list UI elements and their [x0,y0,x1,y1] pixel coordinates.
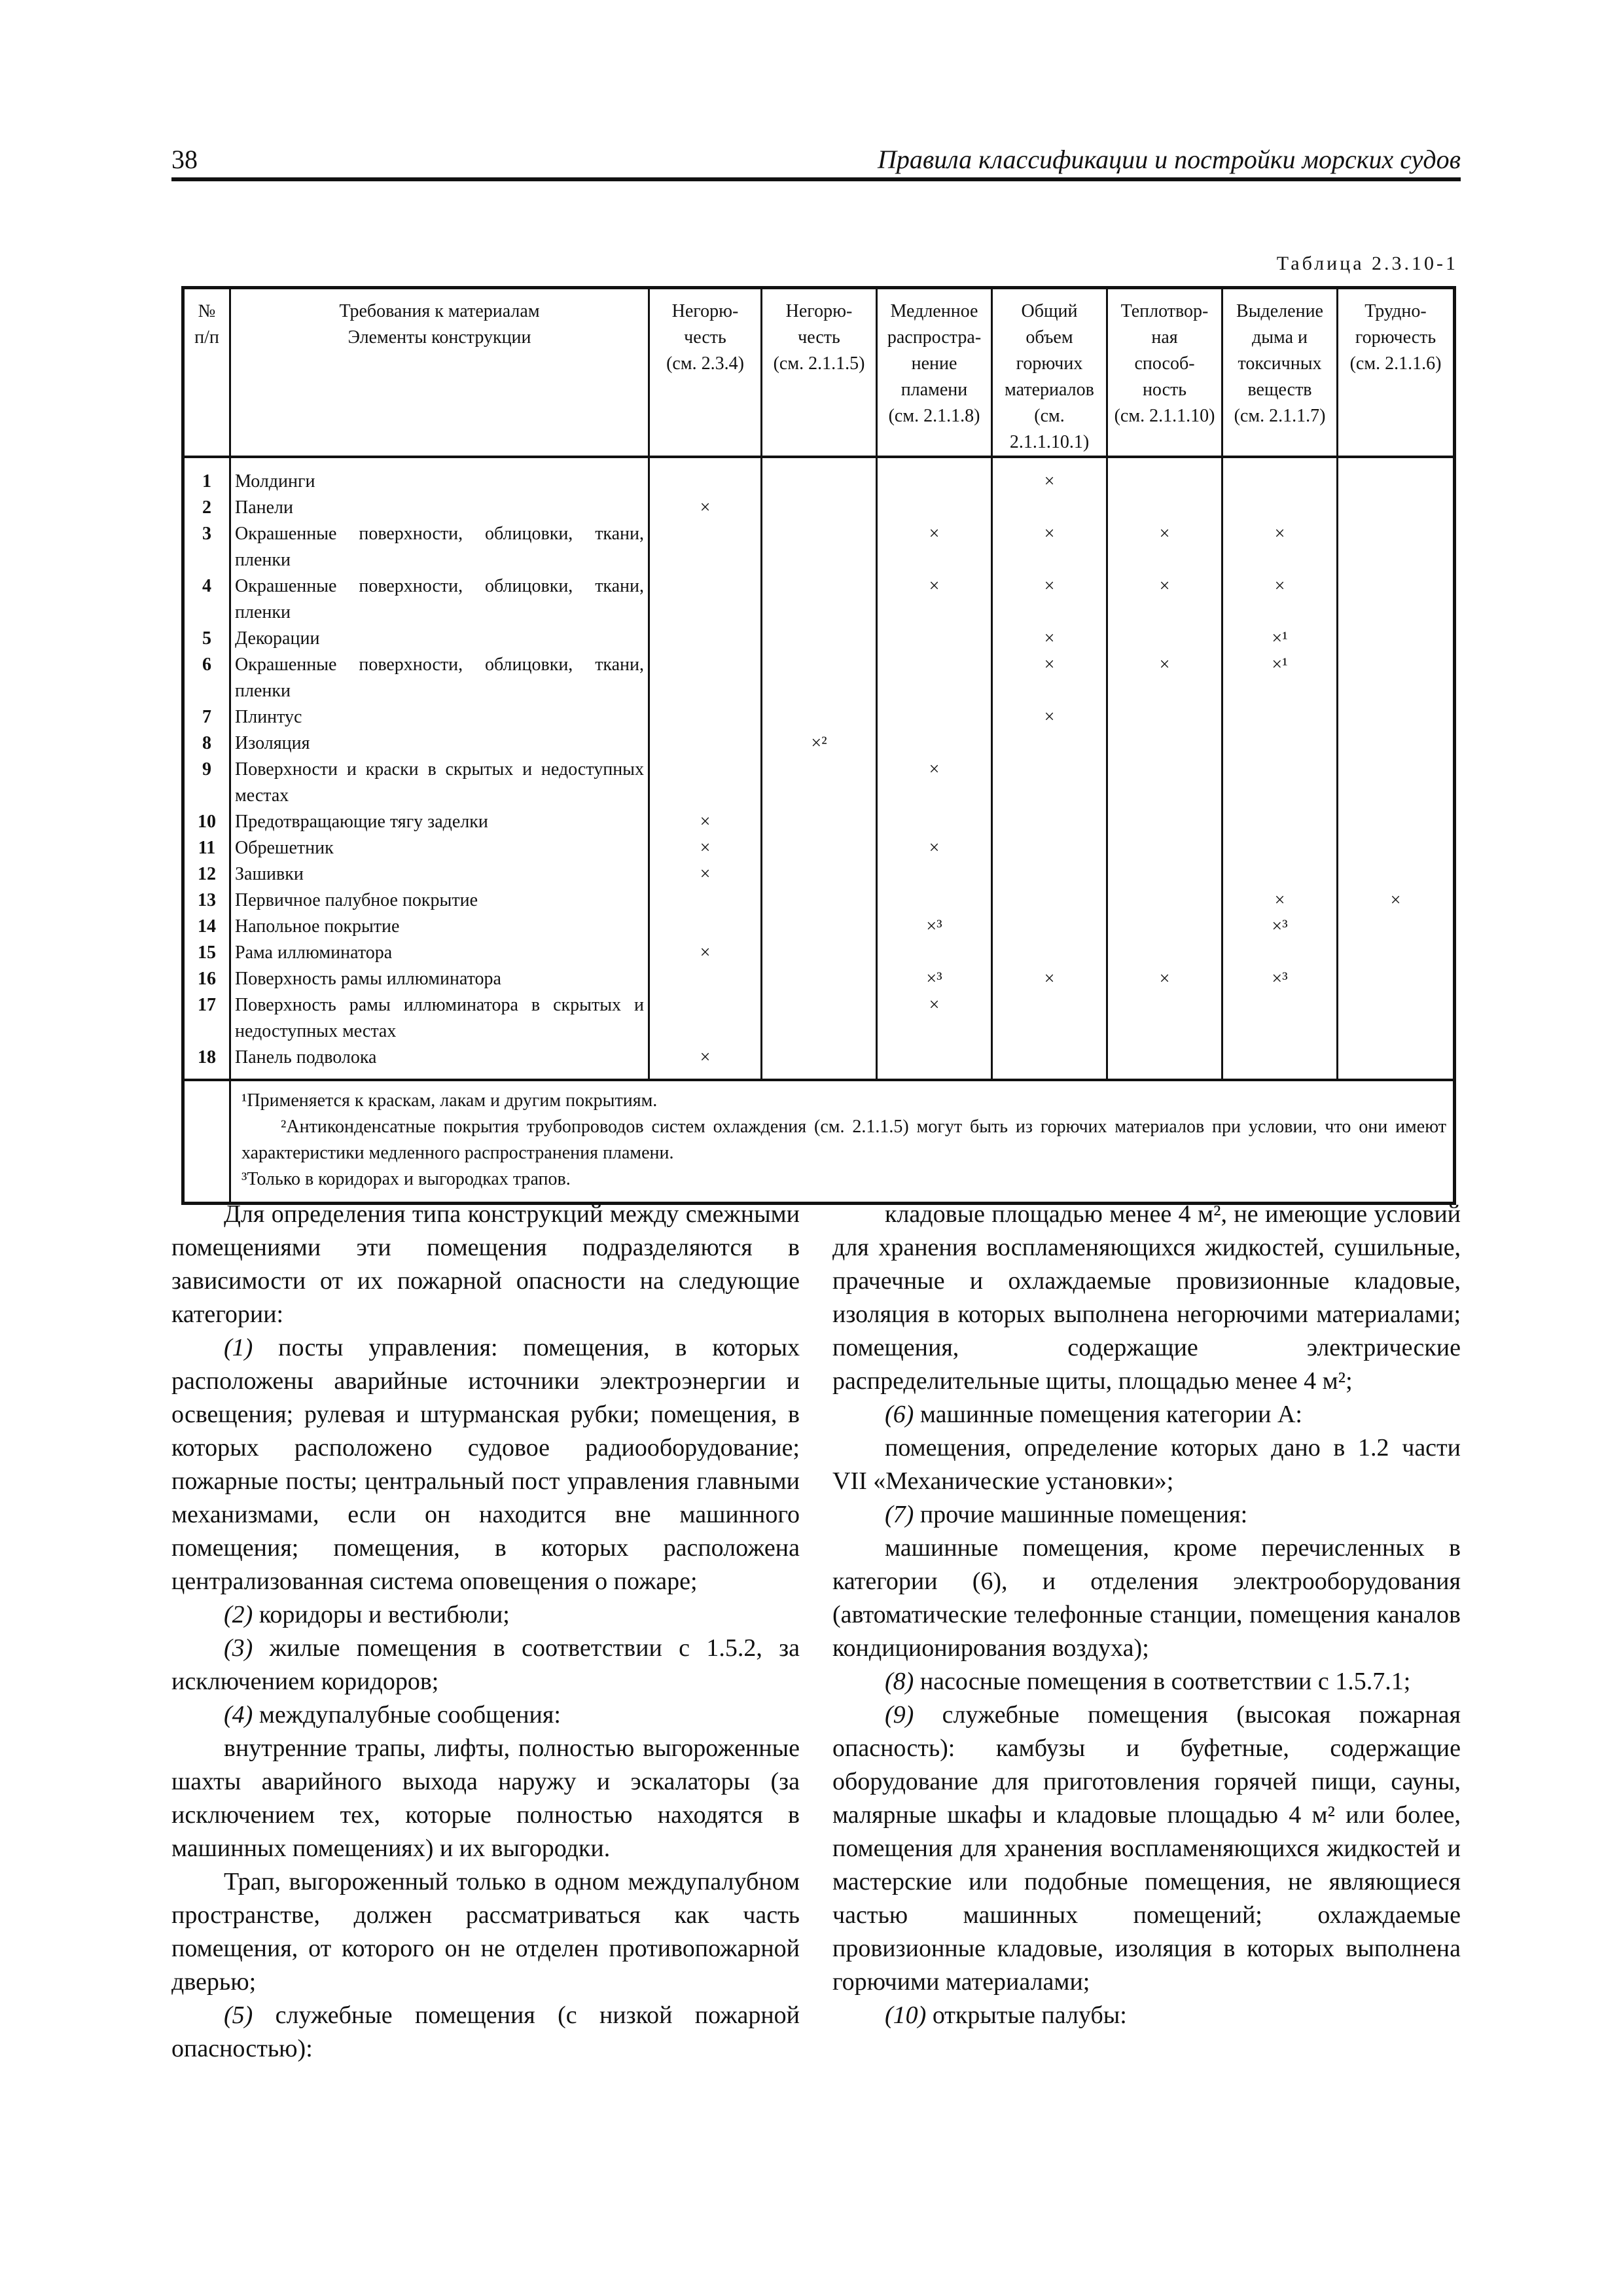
requirement-mark: × [649,1045,762,1080]
row-number: 11 [183,835,230,861]
requirement-mark [762,626,877,652]
page-number: 38 [171,145,198,174]
requirement-mark [1338,652,1455,704]
requirement-mark: × [649,861,762,888]
requirement-mark: × [992,573,1107,626]
category-number: (8) [885,1668,914,1695]
requirement-mark [1107,861,1222,888]
table-row [183,809,1455,835]
row-number: 9 [183,757,230,809]
requirement-mark: × [992,652,1107,704]
requirement-mark [1338,940,1455,966]
element-name: Плинтус [230,704,649,730]
table-footnotes [230,1080,1455,1204]
requirement-mark [992,730,1107,757]
page-header [171,141,1461,181]
paragraph [832,1198,1461,1398]
body-left-column [171,1198,800,2066]
requirement-mark: × [877,992,992,1045]
element-name: Окрашенные поверхности, облицовки, ткани, пленки [230,573,649,626]
requirement-mark: ×¹ [1222,626,1338,652]
requirement-mark [649,457,762,495]
table-body [183,457,1455,1080]
requirement-mark [877,809,992,835]
category-number: (2) [224,1601,253,1628]
requirement-mark [1107,704,1222,730]
element-name: Первичное палубное покрытие [230,888,649,914]
column-header: Негорю- честь (см. 2.3.4) [649,288,762,457]
category-number: (4) [224,1701,253,1729]
requirement-mark: × [1222,573,1338,626]
row-number: 4 [183,573,230,626]
row-number: 12 [183,861,230,888]
paragraph [832,1665,1461,1698]
requirement-mark [1338,835,1455,861]
column-header: Выделение дыма и токсичных веществ (см. 2.1.1.7) [1222,288,1338,457]
paragraph-text: открытые палубы: [926,2001,1127,2029]
table-row [183,757,1455,809]
paragraph-text: помещения, определение которых дано в 1.2 части VII «Механические установки»; [832,1434,1461,1495]
paragraph [171,1331,800,1598]
paragraph [832,1398,1461,1431]
table-row [183,992,1455,1045]
footnote-1: ¹Применяется к краскам, лакам и другим покрытиям. [241,1090,658,1111]
requirement-mark [992,940,1107,966]
requirement-mark [1222,704,1338,730]
row-number: 3 [183,521,230,573]
element-name: Молдинги [230,457,649,495]
element-name: Панели [230,495,649,521]
requirement-mark [1107,835,1222,861]
column-header: Негорю- честь (см. 2.1.1.5) [762,288,877,457]
requirement-mark: ×³ [877,966,992,992]
requirement-mark [1107,757,1222,809]
requirement-mark: × [877,573,992,626]
requirement-mark: × [877,835,992,861]
paragraph [832,1532,1461,1665]
requirement-mark [762,966,877,992]
paragraph-text: кладовые площадью менее 4 м², не имеющие условий для хранения воспламеняющихся жидкостей, сушильные, прачечные и охлаждаемые провизионные кладовые, изоляция в которых выполнена негорючими материалами; помещения, содержащие электрические распределительные щиты, площадью менее 4 м²; [832,1200,1461,1395]
requirement-mark [992,992,1107,1045]
requirement-mark [649,992,762,1045]
requirement-mark [762,1045,877,1080]
requirement-mark [762,914,877,940]
requirement-mark [992,757,1107,809]
requirement-mark [762,992,877,1045]
footnote-3: ³Только в коридорах и выгородках трапов. [241,1169,571,1189]
notes-margin [183,1080,230,1204]
requirement-mark [649,914,762,940]
requirement-mark [762,809,877,835]
paragraph-text: Трап, выгороженный только в одном междупалубном пространстве, должен рассматриваться как часть помещения, от которого он не отделен противопожарной дверью; [171,1868,800,1996]
footnote-2: ²Антиконденсатные покрытия трубопроводов систем охлаждения (см. 2.1.1.5) могут быть из горючих материалов при условии, что они имеют характеристики медленного распространения пламени. [241,1117,1446,1163]
requirement-mark [1222,809,1338,835]
requirement-mark [1107,888,1222,914]
paragraph-text: Для определения типа конструкций между смежными помещениями эти помещения подразделяются в зависимости от их пожарной опасности на следующие категории: [171,1200,800,1328]
requirement-mark [992,861,1107,888]
requirement-mark [992,495,1107,521]
column-header: Трудно- горючесть (см. 2.1.1.6) [1338,288,1455,457]
requirement-mark [762,457,877,495]
requirement-mark: × [1222,521,1338,573]
requirement-mark [762,704,877,730]
requirement-mark: ×² [762,730,877,757]
category-number: (1) [224,1334,253,1361]
paragraph [171,1865,800,1999]
requirement-mark [1107,914,1222,940]
category-number: (5) [224,2001,253,2029]
element-name: Декорации [230,626,649,652]
paragraph-text: посты управления: помещения, в которых расположены аварийные источники электроэнергии и освещения; рулевая и штурманская рубки; помещения, в которых расположено судовое радиооборудование; пожарные посты; центральный пост управления главными механизмами, если он находится вне машинного помещения; помещения, в которых расположена централизованная система оповещения о пожаре; [171,1334,800,1595]
row-number: 15 [183,940,230,966]
requirement-mark [1338,704,1455,730]
column-header: Теплотвор- ная способ- ность (см. 2.1.1.10) [1107,288,1222,457]
paragraph-text: прочие машинные помещения: [914,1501,1248,1528]
paragraph-text: машинные помещения, кроме перечисленных в категории (6), и отделения электрооборудования (автоматические телефонные станции, помещения каналов кондиционирования воздуха); [832,1534,1461,1662]
requirement-mark [1222,495,1338,521]
column-header: № п/п [183,288,230,457]
paragraph [171,1198,800,1331]
requirement-mark [762,940,877,966]
requirement-mark [649,888,762,914]
table-row [183,730,1455,757]
requirement-mark [992,914,1107,940]
requirement-mark: × [649,940,762,966]
requirement-mark [649,757,762,809]
requirement-mark: × [877,757,992,809]
requirement-mark [992,835,1107,861]
paragraph [171,1632,800,1698]
row-number: 16 [183,966,230,992]
element-name: Панель подволока [230,1045,649,1080]
requirement-mark: × [1107,521,1222,573]
table-row [183,888,1455,914]
requirement-mark [877,652,992,704]
requirement-mark [1338,966,1455,992]
paragraph-text: междупалубные сообщения: [253,1701,561,1729]
row-number: 18 [183,1045,230,1080]
requirement-mark [762,835,877,861]
paragraph [171,1598,800,1632]
table-row [183,521,1455,573]
paragraph-text: служебные помещения (с низкой пожарной опасностью): [171,2001,800,2062]
requirement-mark [1338,457,1455,495]
column-header: Требования к материалам Элементы конструкции [230,288,649,457]
table-header [183,288,1455,457]
requirement-mark: × [649,835,762,861]
category-number: (6) [885,1401,914,1428]
requirement-mark [1222,940,1338,966]
requirement-mark [1222,861,1338,888]
requirement-mark: × [1107,652,1222,704]
element-name: Поверхности и краски в скрытых и недоступных местах [230,757,649,809]
requirement-mark [877,457,992,495]
row-number: 14 [183,914,230,940]
requirement-mark: ×¹ [1222,652,1338,704]
requirement-mark [1338,914,1455,940]
requirement-mark: × [1338,888,1455,914]
table-row [183,861,1455,888]
requirement-mark [1338,992,1455,1045]
requirement-mark: × [992,457,1107,495]
element-name: Окрашенные поверхности, облицовки, ткани, пленки [230,652,649,704]
requirement-mark: × [992,966,1107,992]
requirement-mark [649,652,762,704]
paragraph [171,1698,800,1732]
header-rule [171,177,1461,181]
table-row [183,652,1455,704]
paragraph-text: коридоры и вестибюли; [253,1601,510,1628]
paragraph-text: машинные помещения категории А: [914,1401,1302,1428]
requirement-mark [1338,521,1455,573]
requirement-mark [1107,940,1222,966]
requirement-mark [877,704,992,730]
requirement-mark [649,966,762,992]
requirement-mark [762,573,877,626]
table-row [183,573,1455,626]
requirement-mark [1222,457,1338,495]
requirement-mark [1338,1045,1455,1080]
table-row [183,966,1455,992]
table-row [183,704,1455,730]
requirement-mark [762,521,877,573]
requirement-mark [992,809,1107,835]
requirement-mark [877,861,992,888]
paragraph-text: служебные помещения (высокая пожарная опасность): камбузы и буфетные, содержащие оборудование для приготовления горячей пищи, сауны, малярные шкафы и кладовые площадью 4 м² или более, помещения для хранения воспламеняющихся жидкостей и мастерские или подобные помещения, не являющиеся частью машинных помещений; охлаждаемые провизионные кладовые, изоляция в которых выполнена горючими материалами; [832,1701,1461,1996]
row-number: 10 [183,809,230,835]
requirement-mark [649,573,762,626]
requirement-mark [1222,1045,1338,1080]
requirement-mark [762,495,877,521]
requirement-mark [1107,626,1222,652]
requirement-mark [762,757,877,809]
requirement-mark [649,704,762,730]
element-name: Зашивки [230,861,649,888]
row-number: 5 [183,626,230,652]
paragraph [832,1431,1461,1498]
requirement-mark [1107,495,1222,521]
row-number: 6 [183,652,230,704]
category-number: (10) [885,2001,927,2029]
table-row [183,835,1455,861]
element-name: Обрешетник [230,835,649,861]
requirement-mark: ×³ [877,914,992,940]
requirement-mark [877,495,992,521]
requirement-mark: × [649,809,762,835]
requirement-mark [1107,809,1222,835]
requirement-mark [1107,730,1222,757]
paragraph [832,1498,1461,1532]
requirement-mark [1338,861,1455,888]
element-name: Окрашенные поверхности, облицовки, ткани, пленки [230,521,649,573]
requirement-mark: × [1107,573,1222,626]
requirement-mark [1338,809,1455,835]
requirement-mark: × [1107,966,1222,992]
requirement-mark [1338,495,1455,521]
requirement-mark [1222,835,1338,861]
row-number: 13 [183,888,230,914]
requirement-mark [1338,573,1455,626]
requirement-mark [1222,757,1338,809]
requirement-mark [1338,730,1455,757]
requirement-mark: × [1222,888,1338,914]
requirement-mark: × [992,704,1107,730]
running-title: Правила классификации и постройки морских судов [877,145,1461,174]
requirement-mark [877,888,992,914]
requirement-mark [762,888,877,914]
requirement-mark: × [992,626,1107,652]
requirement-mark [649,521,762,573]
requirement-mark [762,652,877,704]
requirement-mark [649,730,762,757]
column-header: Общий объем горючих материалов (см. 2.1.1.10.1) [992,288,1107,457]
requirement-mark [877,730,992,757]
requirement-mark [992,888,1107,914]
element-name: Предотвращающие тягу заделки [230,809,649,835]
table-row [183,1045,1455,1080]
requirement-mark [1107,457,1222,495]
table-row [183,914,1455,940]
paragraph [832,1999,1461,2032]
column-header: Медленное распростра- нение пламени (см. 2.1.1.8) [877,288,992,457]
paragraph-text: жилые помещения в соответствии с 1.5.2, за исключением коридоров; [171,1634,800,1695]
row-number: 7 [183,704,230,730]
requirement-mark [877,940,992,966]
requirement-mark: ×³ [1222,914,1338,940]
paragraph [171,1999,800,2066]
category-number: (7) [885,1501,914,1528]
category-number: (9) [885,1701,914,1729]
requirement-mark [649,626,762,652]
paragraph-text: насосные помещения в соответствии с 1.5.7.1; [914,1668,1411,1695]
requirement-mark [877,626,992,652]
row-number: 2 [183,495,230,521]
requirement-mark [877,1045,992,1080]
requirement-mark [1338,626,1455,652]
requirement-mark [1107,992,1222,1045]
body-right-column [832,1198,1461,2032]
element-name: Поверхность рамы иллюминатора в скрытых и недоступных местах [230,992,649,1045]
row-number: 8 [183,730,230,757]
requirement-mark [762,861,877,888]
row-number: 17 [183,992,230,1045]
table-row [183,495,1455,521]
requirement-mark [1338,757,1455,809]
category-number: (3) [224,1634,253,1662]
element-name: Рама иллюминатора [230,940,649,966]
requirement-mark [1107,1045,1222,1080]
requirement-mark: × [649,495,762,521]
materials-table [181,286,1456,1205]
requirement-mark: × [877,521,992,573]
paragraph-text: внутренние трапы, лифты, полностью выгороженные шахты аварийного выхода наружу и эскалаторы (за исключением тех, которые полностью находятся в машинных помещениях) и их выгородки. [171,1734,800,1862]
requirement-mark [992,1045,1107,1080]
element-name: Поверхность рамы иллюминатора [230,966,649,992]
element-name: Изоляция [230,730,649,757]
requirement-mark: × [992,521,1107,573]
element-name: Напольное покрытие [230,914,649,940]
table-caption: Таблица 2.3.10-1 [1276,253,1458,274]
table-row [183,940,1455,966]
requirement-mark [1222,730,1338,757]
requirement-mark: ×³ [1222,966,1338,992]
table-row [183,457,1455,495]
table-row [183,626,1455,652]
row-number: 1 [183,457,230,495]
requirement-mark [1222,992,1338,1045]
paragraph [171,1732,800,1865]
paragraph [832,1698,1461,1999]
